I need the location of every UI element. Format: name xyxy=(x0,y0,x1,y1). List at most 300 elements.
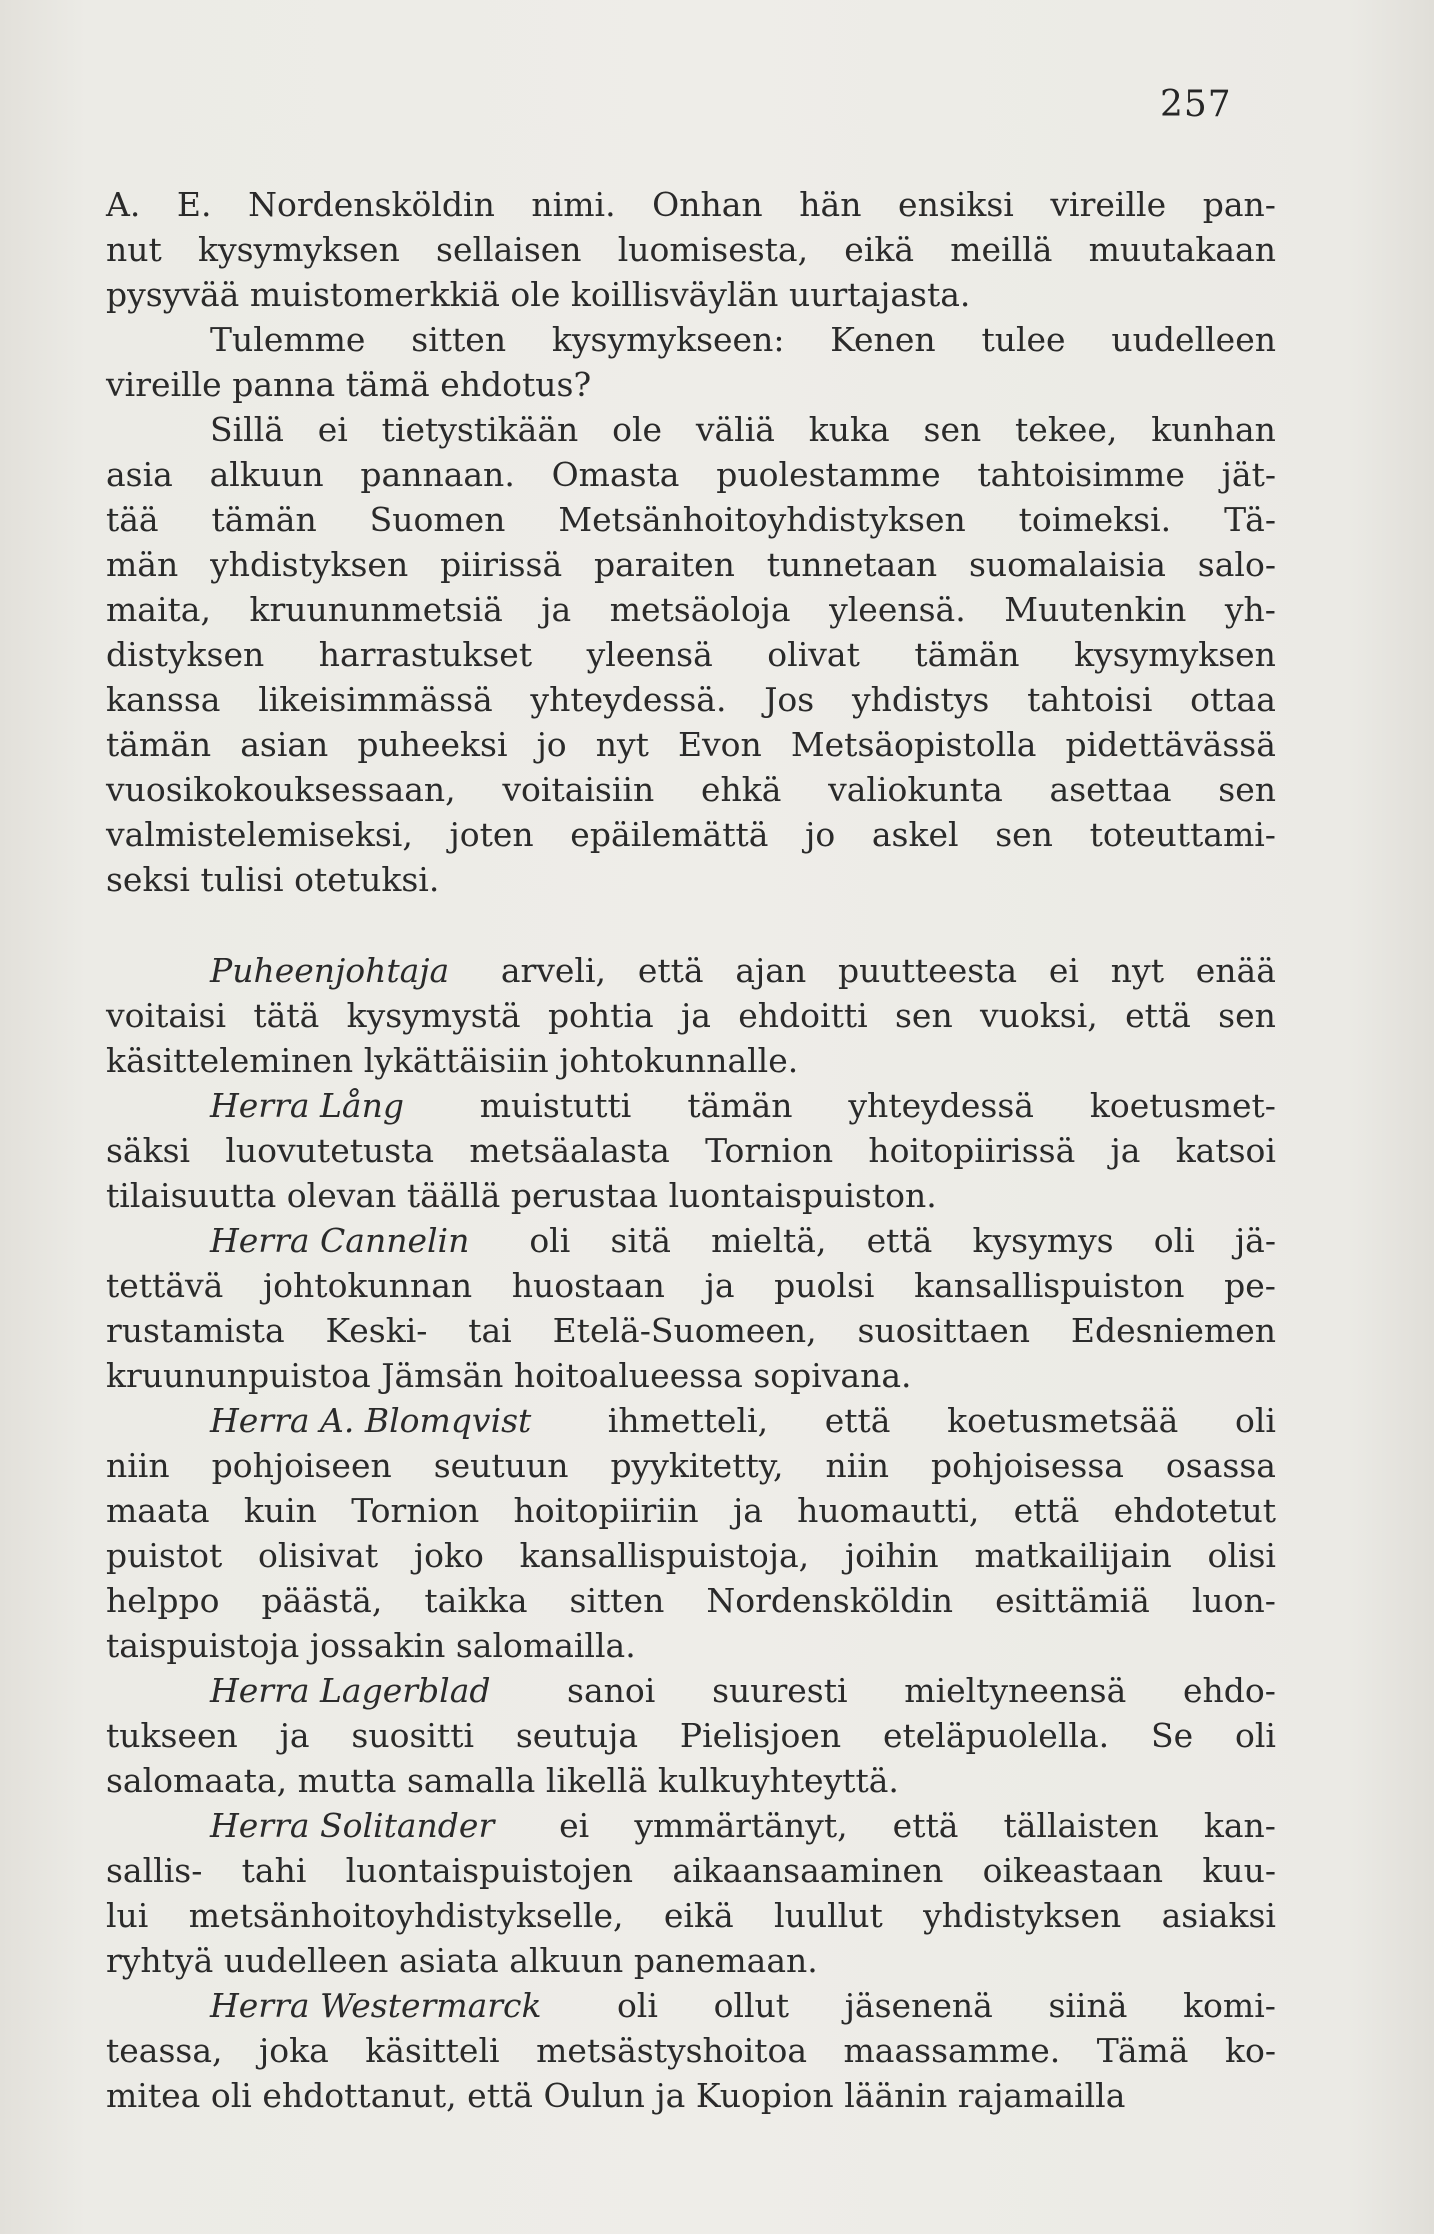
word: tettävä xyxy=(106,1266,224,1305)
word: vireille xyxy=(1050,185,1167,224)
word: nut xyxy=(106,230,162,269)
word: koillisväylän xyxy=(570,275,779,314)
word: hoitopiiriin xyxy=(513,1491,699,1530)
word: kruununpuistoa xyxy=(106,1356,371,1395)
text-line xyxy=(106,1038,1276,1083)
word: Nordensköldin xyxy=(706,1581,954,1620)
word: vuoksi, xyxy=(980,996,1098,1035)
word: ollut xyxy=(713,1986,790,2025)
word: ehdottanut, xyxy=(262,2076,457,2115)
word: yleensä. xyxy=(829,590,966,629)
word: asettaa xyxy=(1049,770,1172,809)
text-line xyxy=(106,1623,1276,1668)
text-line xyxy=(106,1263,1276,1308)
word: ja xyxy=(541,590,572,629)
word: kanssa xyxy=(106,680,221,719)
word: huomautti, xyxy=(797,1491,980,1530)
word: metsästyshoitoa xyxy=(536,2031,808,2070)
word: ryhtyä xyxy=(106,1941,214,1980)
word: maata xyxy=(106,1491,210,1530)
word: E. xyxy=(176,185,212,224)
word: sen xyxy=(923,410,982,449)
word: kansallispuiston xyxy=(914,1266,1185,1305)
speaker-name: Puheenjohtaja xyxy=(210,951,450,990)
word: otetuksi. xyxy=(294,860,440,899)
text-line xyxy=(106,182,1276,227)
word: taikka xyxy=(424,1581,528,1620)
word: ko- xyxy=(1224,2031,1276,2070)
word: ajan xyxy=(735,951,807,990)
word: jo xyxy=(536,725,567,764)
word: kansallispuistoja, xyxy=(519,1536,810,1575)
word: että xyxy=(1013,1491,1080,1530)
word: tietystikään xyxy=(381,410,579,449)
word: luontaispuistojen xyxy=(345,1851,634,1890)
word: tukseen xyxy=(106,1716,238,1755)
word: joko xyxy=(413,1536,484,1575)
word: Evon xyxy=(677,725,762,764)
word: nimi. xyxy=(531,185,616,224)
word: maita, xyxy=(106,590,211,629)
word: sen xyxy=(1218,996,1276,1035)
word: ja xyxy=(704,1266,735,1305)
word: eikä xyxy=(663,1896,734,1935)
word: ja xyxy=(279,1716,310,1755)
word: jä- xyxy=(1234,1221,1276,1260)
word: että xyxy=(824,1401,891,1440)
word: meillä xyxy=(950,230,1053,269)
word: oli xyxy=(616,1986,658,2025)
word: män xyxy=(106,545,179,584)
word: taispuistoja xyxy=(106,1626,300,1665)
word: Etelä-Suomeen, xyxy=(552,1311,817,1350)
word: uurtajasta. xyxy=(788,275,971,314)
word: oli xyxy=(1234,1401,1276,1440)
word: tätä xyxy=(253,996,320,1035)
word: Jämsän xyxy=(381,1356,504,1395)
word: likeisimmässä xyxy=(258,680,493,719)
word: Edesniemen xyxy=(1070,1311,1276,1350)
word: käsitteli xyxy=(365,2031,500,2070)
word: Suomen xyxy=(369,500,506,539)
word: puolsi xyxy=(774,1266,875,1305)
word: Kenen xyxy=(830,320,936,359)
text-line xyxy=(106,227,1276,272)
word: Tulemme xyxy=(210,320,366,359)
text-line xyxy=(106,1443,1276,1488)
word: harrastukset xyxy=(318,635,533,674)
text-line xyxy=(106,812,1276,857)
word: hoitoalueessa xyxy=(513,1356,743,1395)
word: jossakin xyxy=(309,1626,446,1665)
word: johtokunnalle. xyxy=(559,1041,799,1080)
page-text xyxy=(106,182,1276,2118)
text-line xyxy=(106,2028,1276,2073)
text-line xyxy=(106,452,1276,497)
word: jät- xyxy=(1221,455,1276,494)
word: ei xyxy=(1048,951,1079,990)
word: salo- xyxy=(1197,545,1276,584)
word: luovutetusta xyxy=(225,1131,435,1170)
word: alkuun xyxy=(509,1941,624,1980)
word: piirissä xyxy=(440,545,563,584)
word: pysyvää xyxy=(106,275,240,314)
word: kysymykseen: xyxy=(551,320,785,359)
word: distyksen xyxy=(106,635,265,674)
word: täällä xyxy=(406,1176,501,1215)
word: kuin xyxy=(243,1491,317,1530)
text-line xyxy=(106,767,1276,812)
word: ole xyxy=(612,410,663,449)
word: toteuttami- xyxy=(1089,815,1276,854)
text-line xyxy=(106,1578,1276,1623)
word: kunhan xyxy=(1151,410,1276,449)
word: Se xyxy=(1150,1716,1194,1755)
text-line xyxy=(106,1713,1276,1758)
text-line xyxy=(106,1668,1276,1713)
word: mieltä, xyxy=(711,1221,827,1260)
word: komi- xyxy=(1183,1986,1276,2025)
word: tää xyxy=(106,500,159,539)
text-line xyxy=(106,948,1276,993)
word: johtokunnan xyxy=(262,1266,473,1305)
word: tämän xyxy=(211,500,317,539)
word: valiokunta xyxy=(828,770,1003,809)
text-line xyxy=(106,1173,1276,1218)
word: pan- xyxy=(1202,185,1276,224)
word: olevan xyxy=(286,1176,397,1215)
word: asian xyxy=(240,725,329,764)
word: rustamista xyxy=(106,1311,285,1350)
word: sitten xyxy=(411,320,507,359)
word: alkuun xyxy=(209,455,324,494)
word: arveli, xyxy=(500,951,607,990)
word: nyt xyxy=(1110,951,1164,990)
word: enää xyxy=(1195,951,1276,990)
word: matkailijain xyxy=(974,1536,1172,1575)
word: kysymystä xyxy=(346,996,521,1035)
word: salomaata, xyxy=(106,1761,288,1800)
word: niin xyxy=(825,1446,890,1485)
word: että xyxy=(467,2076,533,2115)
word: yhteydessä xyxy=(848,1086,1034,1125)
word: ja xyxy=(681,996,711,1035)
text-line xyxy=(106,722,1276,767)
word: ehdotetut xyxy=(1113,1491,1276,1530)
word: asiaksi xyxy=(1161,1896,1276,1935)
word: metsänhoitoyhdistykselle, xyxy=(188,1896,624,1935)
word: Metsäopistolla xyxy=(790,725,1037,764)
word: tilaisuutta xyxy=(106,1176,277,1215)
word: kysymyksen xyxy=(197,230,400,269)
word: luon- xyxy=(1191,1581,1276,1620)
word: pohjoiseen xyxy=(211,1446,392,1485)
word: Onhan xyxy=(652,185,763,224)
text-line xyxy=(106,1488,1276,1533)
word: sitä xyxy=(610,1221,671,1260)
word: että xyxy=(637,951,704,990)
paragraph-gap xyxy=(106,902,1276,948)
word: ei xyxy=(317,410,348,449)
text-line xyxy=(106,1128,1276,1173)
word: ottaa xyxy=(1190,680,1276,719)
word: lykättäisiin xyxy=(363,1041,549,1080)
word: eikä xyxy=(844,230,915,269)
word: voitaisi xyxy=(106,996,227,1035)
word: puutteesta xyxy=(838,951,1018,990)
word: Tä- xyxy=(1224,500,1276,539)
word: pohjoisessa xyxy=(931,1446,1124,1485)
text-line xyxy=(106,857,1276,902)
text-line xyxy=(106,1803,1276,1848)
word: salomailla. xyxy=(455,1626,636,1665)
word: Tornion xyxy=(705,1131,834,1170)
word: uudelleen xyxy=(223,1941,389,1980)
word: tekee, xyxy=(1015,410,1118,449)
word: Jos xyxy=(764,680,815,719)
speaker-name: Herra Solitander xyxy=(210,1806,495,1845)
word: yhdistys xyxy=(851,680,990,719)
word: seksi xyxy=(106,860,190,899)
word: pyykitetty, xyxy=(610,1446,784,1485)
text-line xyxy=(106,1893,1276,1938)
word: ja xyxy=(655,2076,686,2115)
word: oli xyxy=(210,2076,252,2115)
word: valmistelemiseksi, xyxy=(106,815,413,854)
word: perustaa xyxy=(510,1176,659,1215)
text-line xyxy=(106,542,1276,587)
word: pannaan. xyxy=(360,455,515,494)
word: Sillä xyxy=(210,410,284,449)
word: tahtoisimme xyxy=(977,455,1185,494)
word: panna xyxy=(232,365,336,404)
word: ole xyxy=(510,275,561,314)
word: joka xyxy=(258,2031,329,2070)
word: joihin xyxy=(844,1536,939,1575)
text-line xyxy=(106,362,1276,407)
word: puolestamme xyxy=(716,455,941,494)
word: askel xyxy=(871,815,959,854)
word: Metsänhoitoyhdistyksen xyxy=(558,500,966,539)
word: tahtoisi xyxy=(1027,680,1153,719)
word: puistot xyxy=(106,1536,223,1575)
word: Omasta xyxy=(551,455,680,494)
word: yhdistyksen xyxy=(923,1896,1122,1935)
word: ei xyxy=(559,1806,590,1845)
text-line xyxy=(106,677,1276,722)
text-line xyxy=(106,1308,1276,1353)
word: ja xyxy=(732,1491,763,1530)
page-number: 257 xyxy=(1160,84,1232,125)
word: koetusmet- xyxy=(1089,1086,1276,1125)
word: kruununmetsiä xyxy=(249,590,503,629)
word: yleensä xyxy=(586,635,713,674)
word: että xyxy=(866,1221,933,1260)
word: metsäalasta xyxy=(469,1131,670,1170)
word: tämän xyxy=(687,1086,793,1125)
word: paraiten xyxy=(594,545,735,584)
word: sitten xyxy=(569,1581,665,1620)
word: ehdo- xyxy=(1183,1671,1276,1710)
word: luullut xyxy=(774,1896,883,1935)
word: lui xyxy=(106,1896,149,1935)
word: hoitopiirissä xyxy=(868,1131,1076,1170)
word: puheeksi xyxy=(357,725,508,764)
word: tahi xyxy=(241,1851,307,1890)
word: seutuun xyxy=(433,1446,569,1485)
word: hän xyxy=(799,185,862,224)
word: sen xyxy=(1218,770,1276,809)
word: oli xyxy=(1153,1221,1195,1260)
word: uudelleen xyxy=(1111,320,1276,359)
word: suuresti xyxy=(712,1671,848,1710)
word: jäsenenä xyxy=(844,1986,993,2025)
word: kuu- xyxy=(1202,1851,1276,1890)
text-line xyxy=(106,317,1276,362)
word: metsäoloja xyxy=(609,590,791,629)
text-line xyxy=(106,587,1276,632)
word: että xyxy=(1125,996,1191,1035)
word: jo xyxy=(805,815,836,854)
word: säksi xyxy=(106,1131,191,1170)
word: nyt xyxy=(595,725,649,764)
word: sanoi xyxy=(567,1671,656,1710)
word: ensiksi xyxy=(898,185,1014,224)
word: Tornion xyxy=(351,1491,480,1530)
text-line xyxy=(106,632,1276,677)
word: oli xyxy=(1234,1716,1276,1755)
word: mitea xyxy=(106,2076,201,2115)
word: kysymyksen xyxy=(1074,635,1276,674)
word: suomalaisia xyxy=(968,545,1166,584)
word: asia xyxy=(106,455,173,494)
word: likellä xyxy=(545,1761,648,1800)
word: kysymys xyxy=(972,1221,1114,1260)
word: läänin xyxy=(844,2076,948,2115)
text-line xyxy=(106,1938,1276,1983)
word: suosittaen xyxy=(857,1311,1031,1350)
word: eteläpuolella. xyxy=(882,1716,1110,1755)
word: osassa xyxy=(1165,1446,1276,1485)
word: epäilemättä xyxy=(570,815,769,854)
word: rajamailla xyxy=(957,2076,1126,2115)
text-line xyxy=(106,407,1276,452)
word: samalla xyxy=(406,1761,536,1800)
word: kulkuyhteyttä. xyxy=(657,1761,899,1800)
word: että xyxy=(892,1806,959,1845)
word: teassa, xyxy=(106,2031,223,2070)
text-line xyxy=(106,993,1276,1038)
text-line xyxy=(106,1083,1276,1128)
text-line xyxy=(106,1758,1276,1803)
word: pe- xyxy=(1224,1266,1276,1305)
word: tai xyxy=(468,1311,512,1350)
word: olisivat xyxy=(258,1536,379,1575)
word: toimeksi. xyxy=(1018,500,1172,539)
word: katsoi xyxy=(1175,1131,1276,1170)
text-line xyxy=(106,272,1276,317)
word: panemaan. xyxy=(633,1941,818,1980)
word: Oulun xyxy=(543,2076,645,2115)
word: tällaisten xyxy=(1003,1806,1159,1845)
word: tämän xyxy=(914,635,1020,674)
text-line xyxy=(106,2073,1276,2118)
text-line xyxy=(106,1398,1276,1443)
speaker-name: Herra Westermarck xyxy=(210,1986,542,2025)
word: ehdoitti xyxy=(738,996,868,1035)
word: seutuja xyxy=(515,1716,639,1755)
speaker-name: Herra Lagerblad xyxy=(210,1671,491,1710)
word: oli xyxy=(529,1221,571,1260)
word: ihmetteli, xyxy=(607,1401,769,1440)
text-line xyxy=(106,1848,1276,1893)
word: ja xyxy=(1110,1131,1141,1170)
word: tulisi xyxy=(200,860,284,899)
text-line xyxy=(106,1353,1276,1398)
text-line xyxy=(106,1218,1276,1263)
speaker-name: Herra Lång xyxy=(210,1086,404,1125)
word: koetusmetsää xyxy=(947,1401,1179,1440)
word: luomisesta, xyxy=(617,230,809,269)
word: muistomerkkiä xyxy=(249,275,500,314)
word: kan- xyxy=(1203,1806,1276,1845)
word: oikeastaan xyxy=(982,1851,1164,1890)
word: esittämiä xyxy=(995,1581,1150,1620)
word: Nordensköldin xyxy=(248,185,495,224)
text-line xyxy=(106,497,1276,542)
text-line xyxy=(106,1533,1276,1578)
word: yh- xyxy=(1224,590,1276,629)
word: tämän xyxy=(106,725,212,764)
word: asiata xyxy=(398,1941,499,1980)
word: ymmärtänyt, xyxy=(634,1806,848,1845)
word: Muutenkin xyxy=(1004,590,1187,629)
word: sopivana. xyxy=(753,1356,912,1395)
word: Kuopion xyxy=(695,2076,834,2115)
word: käsitteleminen xyxy=(106,1041,354,1080)
word: huostaan xyxy=(511,1266,665,1305)
word: mutta xyxy=(297,1761,397,1800)
word: A. xyxy=(106,185,141,224)
word: niin xyxy=(106,1446,170,1485)
word: Pielisjoen xyxy=(679,1716,842,1755)
word: sellaisen xyxy=(436,230,582,269)
word: tulee xyxy=(981,320,1066,359)
word: voitaisiin xyxy=(502,770,655,809)
word: yhdistyksen xyxy=(210,545,409,584)
word: muutakaan xyxy=(1088,230,1276,269)
speaker-name: Herra Cannelin xyxy=(210,1221,470,1260)
word: tämä xyxy=(345,365,430,404)
word: luontaispuiston. xyxy=(668,1176,937,1215)
word: päästä, xyxy=(261,1581,383,1620)
word: Tämä xyxy=(1096,2031,1189,2070)
speaker-name: Herra A. Blomqvist xyxy=(210,1401,532,1440)
word: siinä xyxy=(1048,1986,1128,2025)
word: muistutti xyxy=(479,1086,632,1125)
word: sen xyxy=(995,815,1053,854)
word: kuka xyxy=(808,410,890,449)
word: sen xyxy=(894,996,953,1035)
word: vuosikokouksessaan, xyxy=(106,770,456,809)
word: suositti xyxy=(351,1716,475,1755)
word: helppo xyxy=(106,1581,220,1620)
word: ehdotus? xyxy=(440,365,592,404)
word: yhteydessä. xyxy=(530,680,727,719)
word: olivat xyxy=(767,635,860,674)
word: vireille xyxy=(106,365,222,404)
word: ehkä xyxy=(700,770,782,809)
